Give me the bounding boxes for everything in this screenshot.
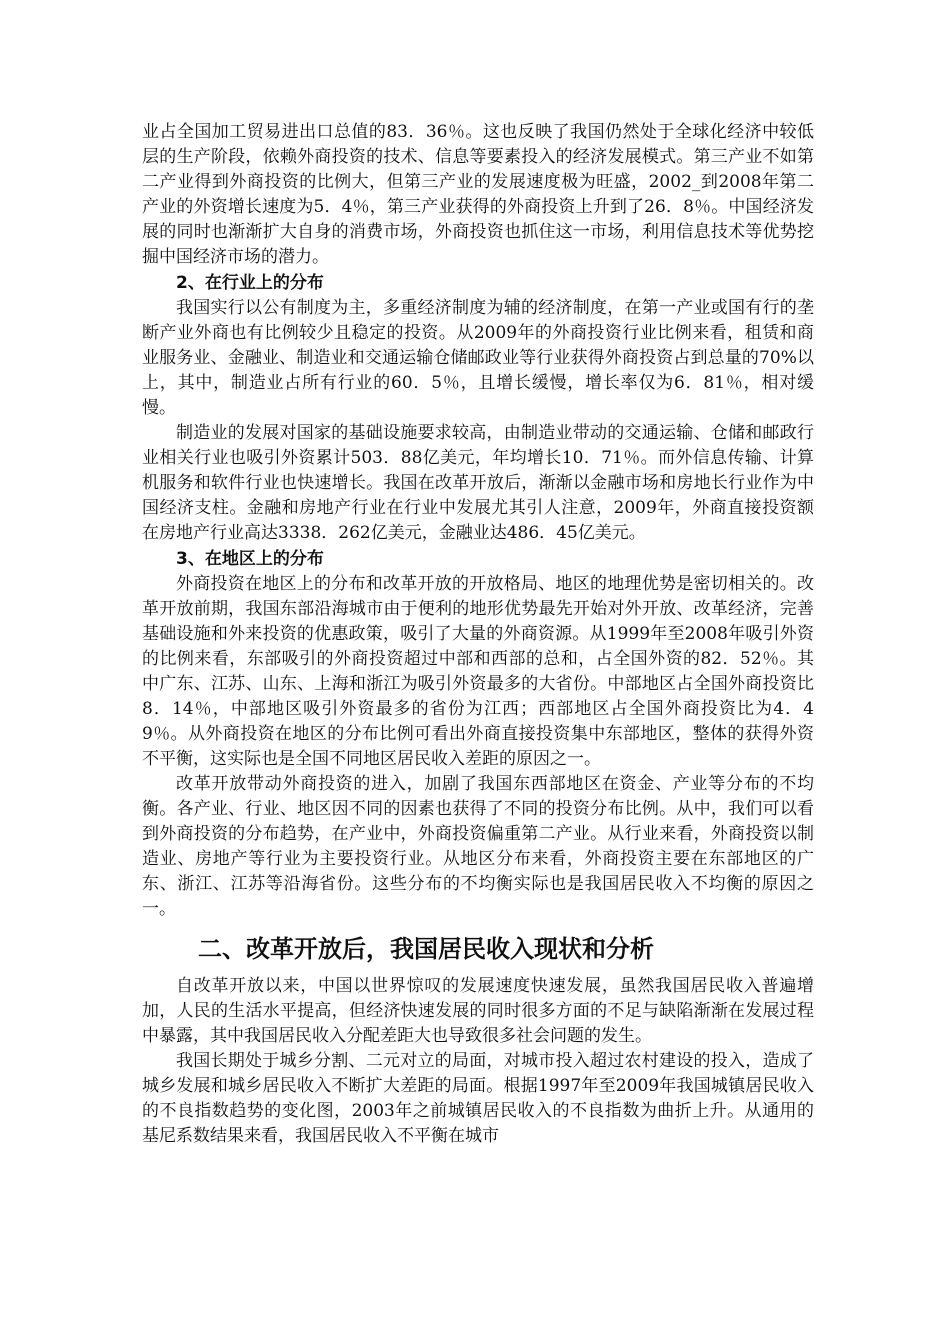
paragraph-processing-trade: 业占全国加工贸易进出口总值的83．36％。这也反映了我国仍然处于全球化经济中较低层的生产阶段，依赖外商投资的技术、信息等要素投入的经济发展模式。第三产业不如第二产业得到外商投资的比例大，但第三产业的发展速度极为旺盛，2002_到2008年第二产业的外资增长速度为5．4％，第三产业获得的外商投资上升到了26．8％。中国经济发展的同时也渐渐扩大自身的消费市场，外商投资也抓住这一市场，利用信息技术等优势挖掘中国经济市场的潜力。 xyxy=(142,122,814,267)
heading-industry-distribution: 2、在行业上的分布 xyxy=(176,273,324,293)
paragraph-industry-ratio: 我国实行以公有制度为主，多重经济制度为辅的经济制度，在第一产业或国有行的垄断产业外商也有比例较少且稳定的投资。从2009年的外商投资行业比例来看，租赁和商业服务业、金融业、制造业和交通运输仓储邮政业等行业获得外商投资占到总量的70%以上，其中，制造业占所有行业的60．5％，且增长缓慢，增长率仅为6．81％，相对缓慢。 xyxy=(142,298,814,418)
paragraph-income-intro: 自改革开放以来，中国以世界惊叹的发展速度快速发展，虽然我国居民收入普遍增加，人民的生活水平提高，但经济快速发展的同时很多方面的不足与缺陷渐渐在发展过程中暴露，其中我国居民收入分配差距大也导致很多社会问题的发生。 xyxy=(142,976,814,1046)
paragraph-manufacturing: 制造业的发展对国家的基础设施要求较高，由制造业带动的交通运输、仓储和邮政行业相关行业也吸引外资累计503．88亿美元，年均增长10．71％。而外信息传输、计算机服务和软件行业也快速增长。我国在改革开放后，渐渐以金融市场和房地长行业作为中国经济支柱。金融和房地产行业在行业中发展尤其引人注意，2009年，外商直接投资额在房地产行业高达3338．262亿美元，金融业达486．45亿美元。 xyxy=(142,423,814,543)
section-heading-income: 二、改革开放后，我国居民收入现状和分析 xyxy=(198,935,654,963)
paragraph-urban-rural: 我国长期处于城乡分割、二元对立的局面，对城市投入超过农村建设的投入，造成了城乡发展和城乡居民收入不断扩大差距的局面。根据1997年至2009年我国城镇居民收入的不良指数趋势的变化图，2003年之前城镇居民收入的不良指数为曲折上升。从通用的基尼系数结果来看，我国居民收入不平衡在城市 xyxy=(142,1051,814,1146)
heading-region-distribution: 3、在地区上的分布 xyxy=(176,549,324,569)
paragraph-region-ratio: 外商投资在地区上的分布和改革开放的开放格局、地区的地理优势是密切相关的。改革开放前期，我国东部沿海城市由于便利的地形优势最先开始对外开放、改革经济，完善基础设施和外来投资的优惠政策，吸引了大量的外商资源。从1999年至2008年吸引外资的比例来看，东部吸引的外商投资超过中部和西部的总和，占全国外资的82．52％。其中广东、江苏、山东、上海和浙江为吸引外资最多的大省份。中部地区占全国外商投资比8．14％，中部地区吸引外资最多的省份为江西；西部地区占全国外商投资比为4．49％。从外商投资在地区的分布比例可看出外商直接投资集中东部地区，整体的获得外资不平衡，这实际也是全国不同地区居民收入差距的原因之一。 xyxy=(142,574,814,769)
paragraph-imbalance-summary: 改革开放带动外商投资的进入，加剧了我国东西部地区在资金、产业等分布的不均衡。各产业、行业、地区因不同的因素也获得了不同的投资分布比例。从中，我们可以看到外商投资的分布趋势，在产业中，外商投资偏重第二产业。从行业来看，外商投资以制造业、房地产等行业为主要投资行业。从地区分布来看，外商投资主要在东部地区的广东、浙江、江苏等沿海省份。这些分布的不均衡实际也是我国居民收入不均衡的原因之一。 xyxy=(142,774,814,919)
document-page xyxy=(142,120,814,1149)
